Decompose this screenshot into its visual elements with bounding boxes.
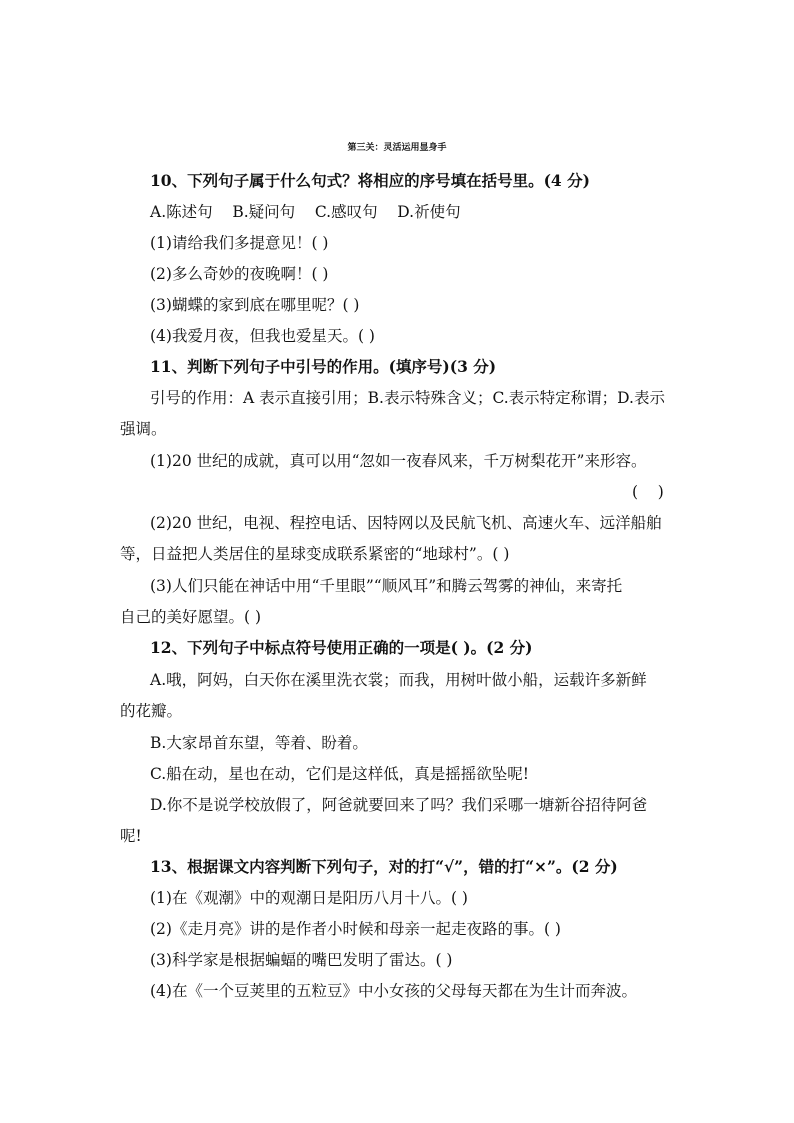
q11-item-1-answer: ( ) bbox=[632, 483, 664, 501]
q12-option-a-line2: 的花瓣。 bbox=[120, 702, 183, 720]
q11-item-3-line2: 自己的美好愿望。( ) bbox=[120, 608, 262, 626]
q12-option-d-line2: 呢! bbox=[120, 827, 142, 845]
q10-item-1: (1)请给我们多提意见！( ) bbox=[150, 234, 329, 252]
q11-intro-line1: 引号的作用：A 表示直接引用；B.表示特殊含义；C.表示特定称谓；D.表示 bbox=[150, 389, 665, 407]
q11-item-3-line1: (3)人们只能在神话中用“千里眼”“顺风耳”和腾云驾雾的神仙，来寄托 bbox=[150, 577, 623, 595]
q12-option-b: B.大家昂首东望，等着、盼着。 bbox=[150, 734, 368, 752]
q11-item-2-line1: (2)20 世纪，电视、程控电话、因特网以及民航飞机、高速火车、远洋船舶 bbox=[150, 514, 662, 532]
q10-options: A.陈述句 B.疑问句 C.感叹句 D.祈使句 bbox=[150, 203, 461, 221]
q13-item-3: (3)科学家是根据蝙蝠的嘴巴发明了雷达。( ) bbox=[150, 951, 453, 969]
q13-item-4: (4)在《一个豆荚里的五粒豆》中小女孩的父母每天都在为生计而奔波。 bbox=[150, 982, 637, 1000]
section-title: 第三关：灵活运用显身手 bbox=[347, 143, 447, 153]
q13-heading: 13、根据课文内容判断下列句子，对的打“√”，错的打“×”。(2 分) bbox=[150, 857, 618, 876]
q10-item-2: (2)多么奇妙的夜晚啊！( ) bbox=[150, 265, 329, 283]
q12-option-a-line1: A.哦，阿妈，白天你在溪里洗衣裳；而我，用树叶做小船，运载许多新鲜 bbox=[150, 671, 647, 689]
q12-option-d-line1: D.你不是说学校放假了，阿爸就要回来了吗？我们采哪一塘新谷招待阿爸 bbox=[150, 796, 648, 814]
q11-item-2-line2: 等，日益把人类居住的星球变成联系紧密的“地球村”。( ) bbox=[120, 545, 510, 563]
q10-item-4: (4)我爱月夜，但我也爱星天。( ) bbox=[150, 327, 375, 345]
q13-item-2: (2)《走月亮》讲的是作者小时候和母亲一起走夜路的事。( ) bbox=[150, 920, 561, 938]
q11-heading: 11、判断下列句子中引号的作用。(填序号)(3 分) bbox=[150, 357, 497, 376]
q10-heading: 10、下列句子属于什么句式？将相应的序号填在括号里。(4 分) bbox=[150, 171, 590, 190]
q11-item-1-line1: (1)20 世纪的成就，真可以用“忽如一夜春风来，千万树梨花开”来形容。 bbox=[150, 452, 647, 470]
q11-intro-line2: 强调。 bbox=[120, 420, 167, 438]
q13-item-1: (1)在《观潮》中的观潮日是阳历八月十八。( ) bbox=[150, 889, 468, 907]
q10-item-3: (3)蝴蝶的家到底在哪里呢？( ) bbox=[150, 296, 360, 314]
q12-option-c: C.船在动，星也在动，它们是这样低，真是摇摇欲坠呢! bbox=[150, 765, 529, 783]
q12-heading: 12、下列句子中标点符号使用正确的一项是( )。(2 分) bbox=[150, 638, 533, 657]
